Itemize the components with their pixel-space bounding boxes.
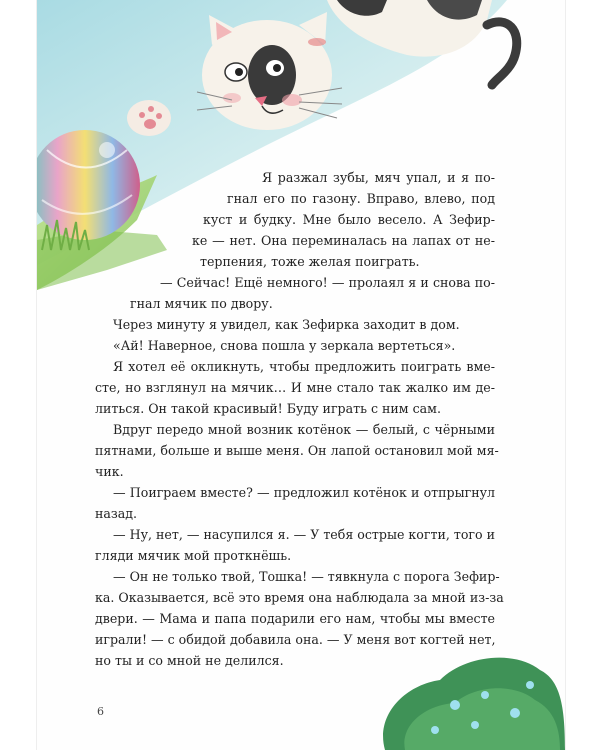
- text-line: — Ну, нет, — насупился я. — У тебя острые когти, того и: [113, 527, 495, 542]
- text-line: — Сейчас! Ещё немного! — пролаял я и снова по-: [160, 275, 495, 290]
- book-page: [37, 0, 565, 750]
- text-line: Я хотел её окликнуть, чтобы предложить поиграть вме-: [113, 359, 495, 374]
- story-text: [37, 0, 565, 750]
- text-line: чик.: [95, 464, 124, 479]
- text-line: — Поиграем вместе? — предложил котёнок и отпрыгнул: [113, 485, 495, 500]
- text-line: играли! — с обидой добавила она. — У меня вот когтей нет,: [95, 632, 496, 647]
- text-line: литься. Он такой красивый! Буду играть с ним сам.: [95, 401, 441, 416]
- text-line: гляди мячик мой проткнёшь.: [95, 548, 292, 563]
- text-line: куст и будку. Мне было весело. А Зефир-: [203, 212, 495, 227]
- text-line: Я разжал зубы, мяч упал, и я по-: [262, 170, 495, 185]
- text-line: но ты и со мной не делился.: [95, 653, 284, 668]
- text-line: «Ай! Наверное, снова пошла у зеркала вертеться».: [113, 338, 456, 353]
- text-line: Вдруг передо мной возник котёнок — белый, с чёрными: [113, 422, 495, 437]
- page-number: 6: [97, 705, 104, 718]
- text-line: сте, но взглянул на мячик… И мне стало так жалко им де-: [95, 380, 495, 395]
- text-line: назад.: [95, 506, 138, 521]
- text-line: Через минуту я увидел, как Зефирка заходит в дом.: [113, 317, 460, 332]
- text-line: ке — нет. Она переминалась на лапах от не-: [192, 233, 495, 248]
- text-line: двери. — Мама и папа подарили его нам, чтобы мы вместе: [95, 611, 495, 626]
- text-line: гнал его по газону. Вправо, влево, под: [227, 191, 495, 206]
- text-line: — Он не только твой, Тошка! — тявкнула с порога Зефир-: [113, 569, 500, 584]
- text-line: пятнами, больше и выше меня. Он лапой остановил мой мя-: [95, 443, 499, 458]
- text-line: терпения, тоже желая поиграть.: [200, 254, 420, 269]
- text-line: ка. Оказывается, всё это время она наблюдала за мной из-за: [95, 590, 504, 605]
- text-line: гнал мячик по двору.: [130, 296, 273, 311]
